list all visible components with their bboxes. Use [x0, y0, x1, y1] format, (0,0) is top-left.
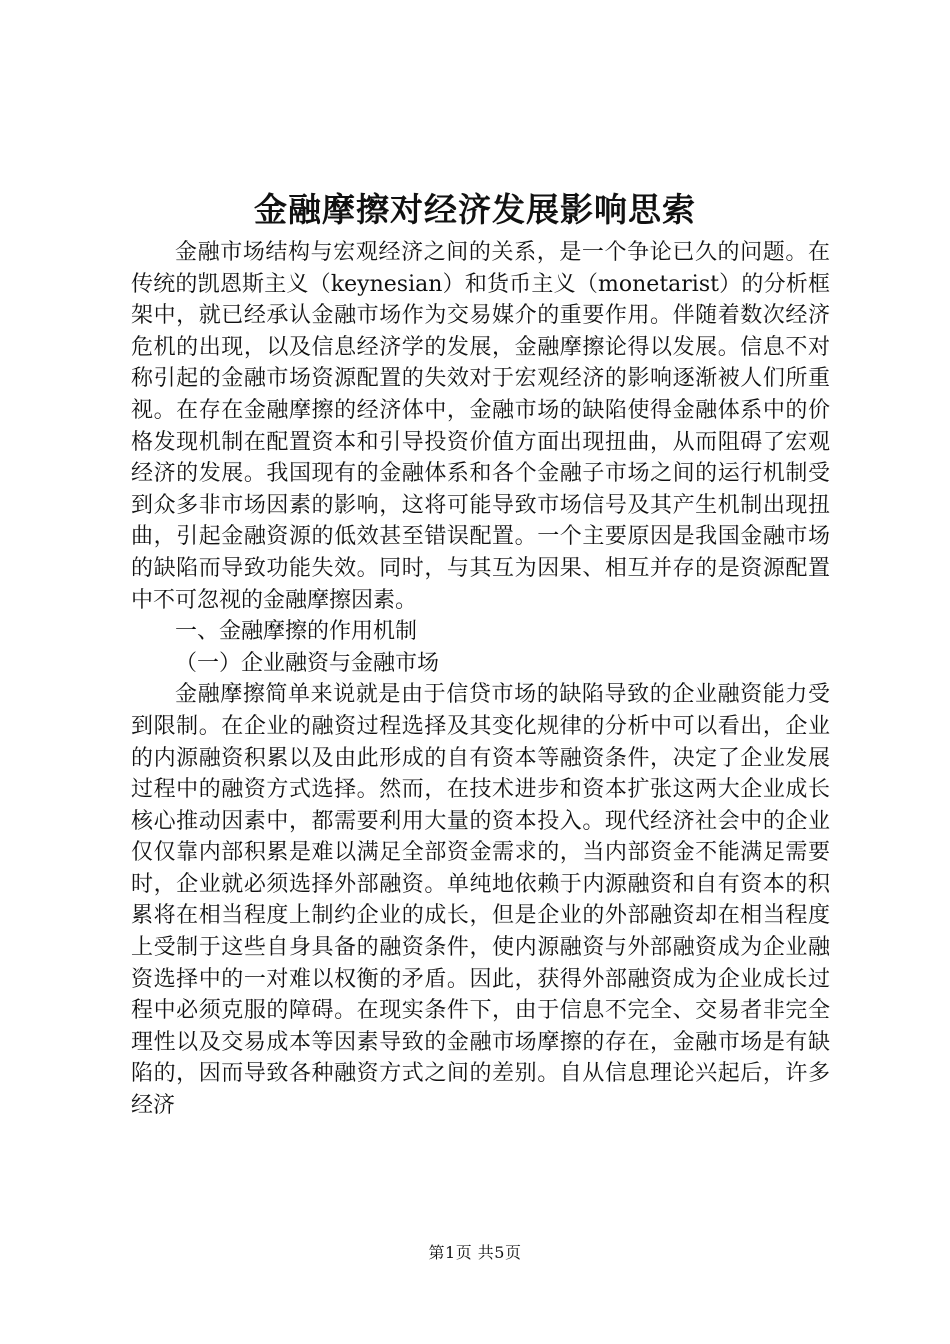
document-title: 金融摩擦对经济发展影响思索	[254, 190, 696, 229]
subsection-heading: （一）企业融资与金融市场	[175, 650, 440, 676]
page-footer: 第1页 共5页	[428, 1243, 522, 1262]
body-paragraph: 金融摩擦简单来说就是由于信贷市场的缺陷导致的企业融资能力受到限制。在企业的融资过程选择及其变化规律的分析中可以看出，企业的内源融资积累以及由此形成的自有资本等融资条件，决定了企业发展过程中的融资方式选择。然而，在技术进步和资本扩张这两大企业成长核心推动因素中，都需要利用大量的资本投入。现代经济社会中的企业仅仅靠内部积累是难以满足全部资金需求的，当内部资金不能满足需要时，企业就必须选择外部融资。单纯地依赖于内源融资和自有资本的积累将在相当程度上制约企业的成长，但是企业的外部融资却在相当程度上受制于这些自身具备的融资条件，使内源融资与外部融资成为企业融资选择中的一对难以权衡的矛盾。因此，获得外部融资成为企业成长过程中必须克服的障碍。在现实条件下，由于信息不完全、交易者非完全理性以及交易成本等因素导致的金融市场摩擦的存在，金融市场是有缺陷的，因而导致各种融资方式之间的差别。自从信息理论兴起后，许多经济	[131, 682, 830, 1119]
section-heading: 一、金融摩擦的作用机制	[175, 619, 418, 645]
body-paragraph: 金融市场结构与宏观经济之间的关系，是一个争论已久的问题。在传统的凯恩斯主义（keynesian）和货币主义（monetarist）的分析框架中，就已经承认金融市场作为交易媒介的重要作用。伴随着数次经济危机的出现，以及信息经济学的发展，金融摩擦论得以发展。信息不对称引起的金融市场资源配置的失效对于宏观经济的影响逐渐被人们所重视。在存在金融摩擦的经济体中，金融市场的缺陷使得金融体系中的价格发现机制在配置资本和引导投资价值方面出现扭曲，从而阻碍了宏观经济的发展。我国现有的金融体系和各个金融子市场之间的运行机制受到众多非市场因素的影响，这将可能导致市场信号及其产生机制出现扭曲，引起金融资源的低效甚至错误配置。一个主要原因是我国金融市场的缺陷而导致功能失效。同时，与其互为因果、相互并存的是资源配置中不可忽视的金融摩擦因素。	[131, 240, 830, 613]
document-body	[131, 237, 830, 1122]
